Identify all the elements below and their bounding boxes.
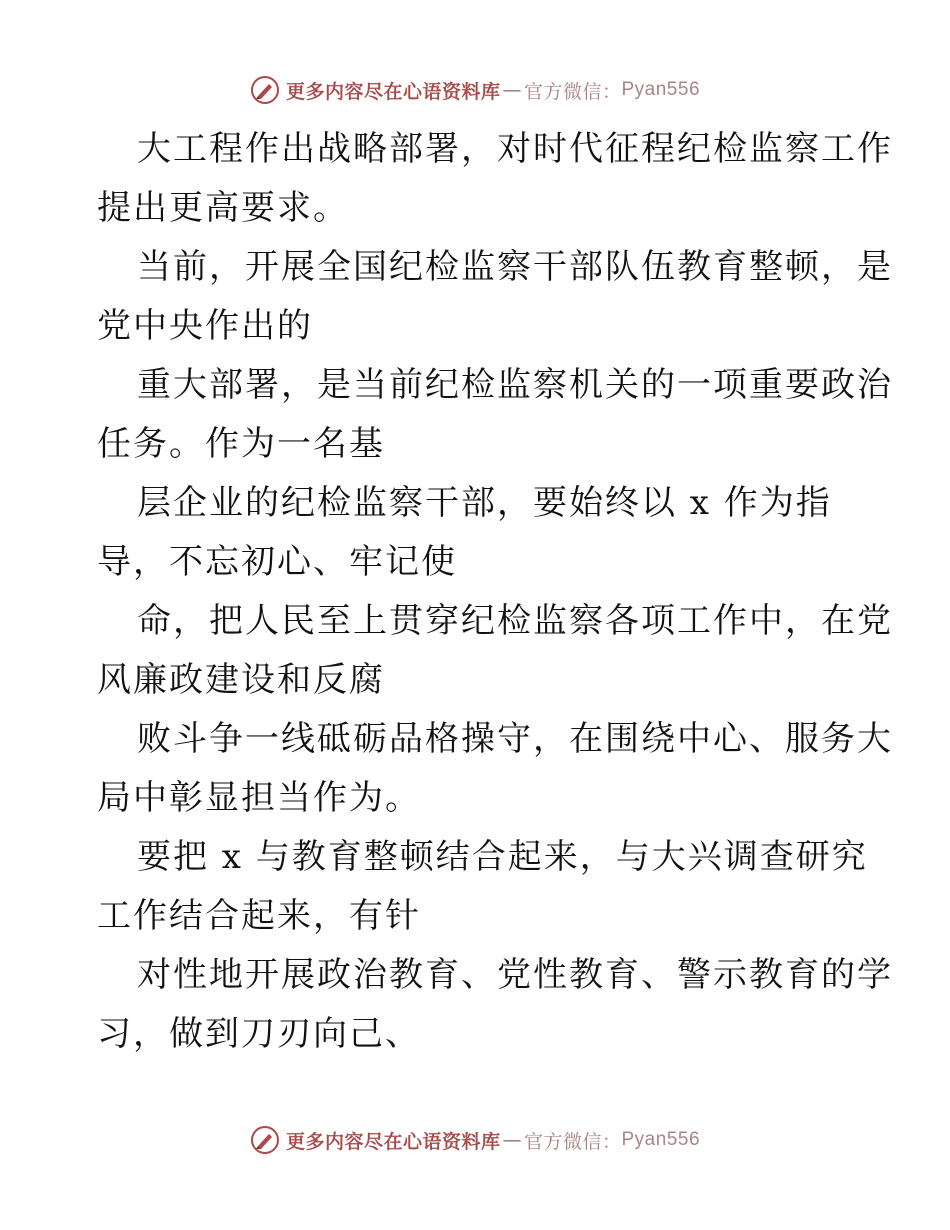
paragraph-line: 败斗争一线砥砺品格操守，在围绕中心、服务大 xyxy=(137,719,893,759)
paragraph xyxy=(97,238,893,356)
watermark-brand: 更多内容尽在心语资料库 xyxy=(285,1130,501,1153)
watermark-wechat-label: 官方微信： xyxy=(523,1130,622,1153)
paragraph-line: 导，不忘初心、牢记使 xyxy=(97,542,457,582)
paragraph-line: 命，把人民至上贯穿纪检监察各项工作中，在党 xyxy=(137,601,893,641)
paragraph xyxy=(97,946,893,1064)
paragraph xyxy=(97,474,857,592)
watermark-wechat-label: 官方微信： xyxy=(523,80,622,103)
paragraph-line: 工作结合起来，有针 xyxy=(97,896,421,936)
paragraph-line: 要把 x 与教育整顿结合起来，与大兴调查研究 xyxy=(137,837,868,877)
paragraph-line: 局中彰显担当作为。 xyxy=(97,778,421,818)
document-body xyxy=(97,120,893,1064)
watermark-wechat-id: Pyan556 xyxy=(621,1129,701,1150)
paragraph xyxy=(97,356,893,474)
paragraph-line: 习，做到刀刃向己、 xyxy=(97,1014,421,1054)
pen-logo-icon xyxy=(250,1125,280,1155)
watermark-dash: — xyxy=(502,1129,522,1151)
watermark-dash: — xyxy=(502,79,522,101)
watermark-wechat-id: Pyan556 xyxy=(621,79,701,100)
paragraph xyxy=(97,120,893,238)
paragraph xyxy=(97,592,893,710)
paragraph xyxy=(97,710,893,828)
paragraph-line: 风廉政建设和反腐 xyxy=(97,660,385,700)
paragraph-line: 提出更高要求。 xyxy=(97,188,349,228)
footer-watermark xyxy=(0,1120,950,1160)
paragraph xyxy=(97,828,868,946)
pen-logo-icon xyxy=(250,75,280,105)
paragraph-line: 任务。作为一名基 xyxy=(97,424,385,464)
paragraph-line: 党中央作出的 xyxy=(97,306,313,346)
paragraph-line: 当前，开展全国纪检监察干部队伍教育整顿，是 xyxy=(137,247,893,287)
header-watermark xyxy=(0,70,950,110)
watermark-brand: 更多内容尽在心语资料库 xyxy=(285,80,501,103)
paragraph-line: 层企业的纪检监察干部，要始终以 x 作为指 xyxy=(137,483,832,523)
paragraph-line: 重大部署，是当前纪检监察机关的一项重要政治 xyxy=(137,365,893,405)
paragraph-line: 大工程作出战略部署，对时代征程纪检监察工作 xyxy=(137,129,893,169)
paragraph-line: 对性地开展政治教育、党性教育、警示教育的学 xyxy=(137,955,893,995)
